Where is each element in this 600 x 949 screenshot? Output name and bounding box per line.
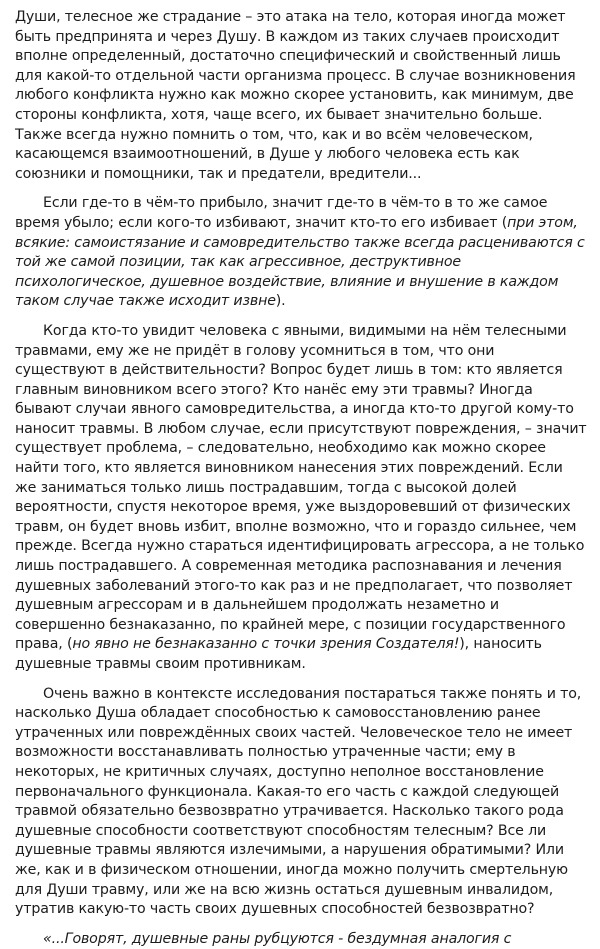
paragraph-3-text-b: ), наносить душевные травмы своим противникам. [15,636,542,672]
paragraph-4-text: Очень важно в контексте исследования постараться также понять и то, насколько Душа обладает способностью к самовосстановлению ранее утраченных или повреждённых своих частей. Человеческое тело не имеет возможности восстанавливать полностью утраченные части; ему в некоторых, не критичных случаях, доступно неполное восстановление первоначального функционала. Какая-то его часть с каждой следующей травмой обязательно безвозвратно утрачивается. Насколько такого рода душевные способности соответствуют способностям телесным? Все ли душевные травмы являются излечимыми, а нарушения обратимыми? Или же, как и в физическом отношении, иногда можно получить смертельную для Души травму, или же на всю жизнь остаться душевным инвалидом, утратив какую-то часть своих душевных способностей безвозвратно? [15,685,582,918]
paragraph-3-italic-aside: но явно не безнаказанно с точки зрения Создателя! [72,636,460,653]
paragraph-2 [15,194,588,312]
paragraph-2-text-b: ). [275,293,286,310]
paragraph-3-text-a: Когда кто-то увидит человека с явными, видимыми на нём телесными травмами, ему же не придёт в голову усомниться в том, что они существуют в действительности? Вопрос будет лишь в том: кто является главным виновником всего этого? Кто нанёс ему эти травмы? Иногда бывают случаи явного самовредительства, а иногда кто-то другой кому-то наносит травмы. В любом случае, если присутствуют повреждения, – значит существует проблема, – следовательно, необходимо как можно скорее найти того, кто является виновником нанесения этих повреждений. Если же заниматься только лишь пострадавшим, тогда с высокой долей вероятности, спустя некоторое время, уже выздоровевший от физических травм, он будет вновь избит, вполне возможно, что и гораздо сильнее, чем прежде. Всегда нужно стараться идентифицировать агрессора, а не только лишь пострадавшего. А современная методика распознавания и лечения душевных заболеваний этого-то как раз и не предполагает, что позволяет душевным агрессорам и в дальнейшем продолжать незаметно и совершенно безнаказанно, по крайней мере, с позиции государственного права, ( [15,322,587,653]
paragraph-3 [15,322,588,675]
paragraph-2-text-a: Если где-то в чём-то прибыло, значит где-то в чём-то в то же самое время убыло; если кого-то избивают, значит кто-то его избивает ( [15,195,548,231]
paragraph-2-italic-aside: при этом, всякие: самоистязание и самовредительство также всегда расцениваются с той же самой позиции, так как агрессивное, деструктивное психологическое, душевное воздействие, влияние и внушение в каждом таком случае также исходит извне [15,214,585,310]
paragraph-1-text: Души, телесное же страдание – это атака на тело, которая иногда может быть предпринята и через Душу. В каждом из таких случаев происходит вполне определенный, достаточно специфический и свойственный лишь для какой-то отдельной части организма процесс. В случае возникновения любого конфликта нужно как можно скорее установить, как минимум, две стороны конфликта, хотя, чаще всего, их бывает значительно больше. Также всегда нужно помнить о том, что, как и во всём человеческом, касающемся взаимоотношений, в Душе у любого человека есть как союзники и помощники, так и предатели, вредители... [15,9,576,182]
quote-start: «...Говорят, душевные раны рубцуются - бездумная аналогия с [43,930,512,947]
paragraph-1 [15,8,588,184]
paragraph-4 [15,685,588,920]
